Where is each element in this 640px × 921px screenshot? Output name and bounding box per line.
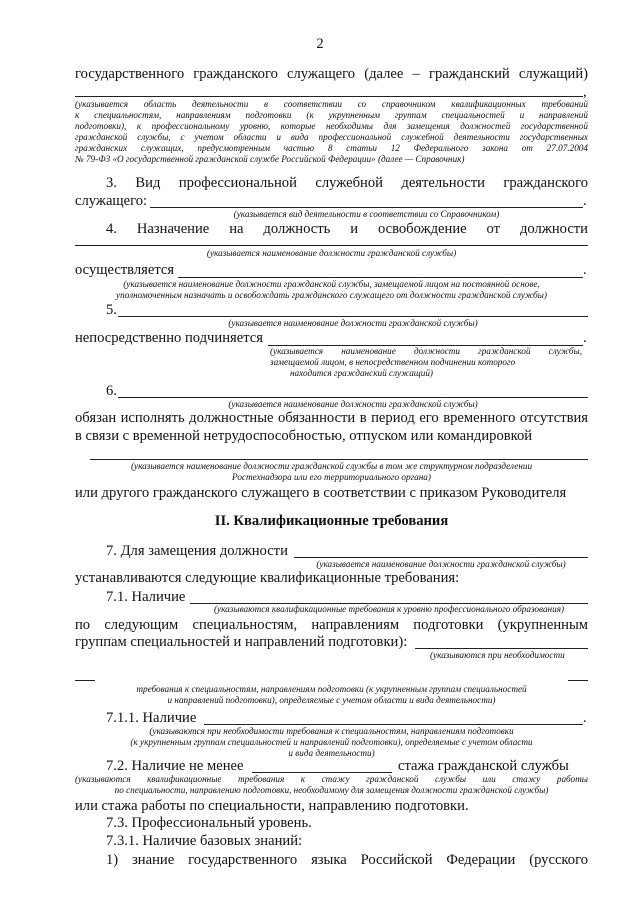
item-4-tail: .: [583, 262, 587, 278]
fill-line-71-4: [75, 680, 95, 681]
fill-line-4: [75, 245, 588, 246]
item-711-tail: .: [583, 710, 587, 726]
note-711b: (к укрупненным группам специальностей и направлений подготовки), определяемые с учетом области: [130, 737, 533, 747]
note-6: (указывается наименование должности гражданской службы): [228, 399, 478, 409]
page-number: 2: [316, 36, 324, 52]
item-3-tail: .: [583, 193, 587, 209]
note-71-3b: и направлений подготовки), определяемые с учетом области и вида деятельности): [167, 695, 496, 705]
fill-line-71-5: [568, 680, 588, 681]
note-711c: и вида деятельности): [288, 748, 375, 758]
fill-line-6: [118, 397, 588, 398]
item-72-line-1-end: стажа гражданской службы: [398, 758, 569, 774]
fill-line-5: [118, 316, 588, 317]
item-4-line-1: 4. Назначение на должность и освобождение от должности: [106, 221, 588, 237]
note-4-2b: уполномоченным назначать и освобождать гражданского служащего от должности гражданской службы): [116, 290, 547, 300]
fill-line-72: [252, 772, 392, 773]
item-3-line-2: служащего:: [75, 193, 148, 209]
note-3: (указывается вид деятельности в соответствии со Справочником): [233, 209, 500, 219]
fill-line-3: [150, 207, 583, 208]
item-72-line-2: или стажа работы по специальности, направлению подготовки.: [75, 798, 469, 814]
section-title: II. Квалификационные требования: [214, 513, 449, 529]
note-5: (указывается наименование должности гражданской службы): [228, 318, 478, 328]
item-7-line-1: 7. Для замещения должности: [106, 543, 288, 559]
item-6-number: 6.: [106, 383, 117, 399]
fill-line-1: [75, 96, 583, 97]
note-1-3: подготовки), к профессиональному уровню, которые необходимы для замещения должностей государственной: [75, 121, 588, 131]
item-711-line-1: 7.1.1. Наличие: [106, 710, 197, 726]
fill-line-7: [294, 557, 588, 558]
note-5-2a: (указывается наименование должности гражданской службы,: [270, 346, 582, 356]
fill-line-4-2: [178, 277, 583, 278]
note-7: (указывается наименование должности гражданской службы): [316, 559, 566, 569]
note-71-2: (указываются при необходимости: [430, 650, 565, 660]
item-71-line-2: по следующим специальностям, направлениям подготовки (укрупненным: [75, 617, 588, 633]
note-1-1: (указывается область деятельности в соответствии со справочником квалификационных требований: [75, 99, 588, 109]
line-1-tail: ,: [583, 84, 587, 100]
note-6-2b: Ростехнадзора или его территориального органа): [232, 472, 431, 482]
item-5-line-2: непосредственно подчиняется: [75, 330, 263, 346]
item-72-line-1: 7.2. Наличие не менее: [106, 758, 244, 774]
note-72b: по специальности, направлению подготовки, необходимому для замещения должности гражданской службы): [114, 785, 549, 795]
note-4-2a: (указывается наименование должности гражданской службы, замещаемой лицом на постоянной основе,: [123, 279, 540, 289]
note-71-3a: требования к специальностям, направлениям подготовки (к укрупненным группам специальностей: [136, 684, 527, 694]
fill-line-71-3: [415, 648, 588, 649]
note-5-2c: находится гражданский служащий): [290, 368, 433, 378]
fill-line-711: [204, 724, 583, 725]
note-71: (указываются квалификационные требования к уровню профессионального образования): [213, 604, 565, 614]
note-4: (указывается наименование должности гражданской службы): [206, 248, 457, 258]
note-1-6: № 79-ФЗ «О государственной гражданской службе Российской Федерации» (далее — Справочник): [75, 154, 465, 164]
note-1-2: к специальностям, направлениям подготовки (к укрупненным группам специальностей и направлений: [75, 110, 588, 120]
note-1-5: гражданских служащих, предусмотренным частью 8 статьи 12 Федерального закона от 27.07.2004: [75, 143, 588, 153]
fill-line-6-3: [90, 459, 588, 460]
item-5-number: 5.: [106, 302, 117, 318]
note-5-2b: замещаемой лицом, в непосредственном подчинении которого: [270, 357, 516, 367]
note-6-2a: (указывается наименование должности гражданской службы в том же структурном подразделении: [130, 461, 533, 471]
item-71-line-3: группам специальностей и направлений подготовки):: [75, 634, 408, 650]
line-1: государственного гражданского служащего (далее – гражданский служащий): [75, 66, 588, 82]
item-6-line-4: или другого гражданского служащего в соответствии с приказом Руководителя: [75, 485, 567, 501]
item-3-line-1: 3. Вид профессиональной служебной деятельности гражданского: [106, 175, 588, 191]
note-1-4: гражданской службы, с учетом области и вида профессиональной служебной деятельности государственных: [75, 132, 588, 142]
item-71-line-1: 7.1. Наличие: [106, 589, 186, 605]
note-72a: (указываются квалификационные требования к стажу гражданской службы или стажу работы: [75, 774, 588, 784]
item-6-line-3: в связи с временной нетрудоспособностью, отпуском или командировкой: [75, 428, 533, 444]
item-5-tail: .: [583, 330, 587, 346]
item-731: 7.3.1. Наличие базовых знаний:: [106, 833, 303, 849]
item-73: 7.3. Профессиональный уровень.: [106, 815, 312, 831]
item-731-1: 1) знание государственного языка Российской Федерации (русского: [106, 852, 588, 868]
item-7-line-2: устанавливаются следующие квалификационные требования:: [75, 570, 460, 586]
item-4-line-2: осуществляется: [75, 262, 175, 278]
note-711a: (указываются при необходимости требования к специальностям, направлениям подготовки: [149, 726, 514, 736]
item-6-line-2: обязан исполнять должностные обязанности в период его временного отсутствия: [75, 410, 588, 426]
